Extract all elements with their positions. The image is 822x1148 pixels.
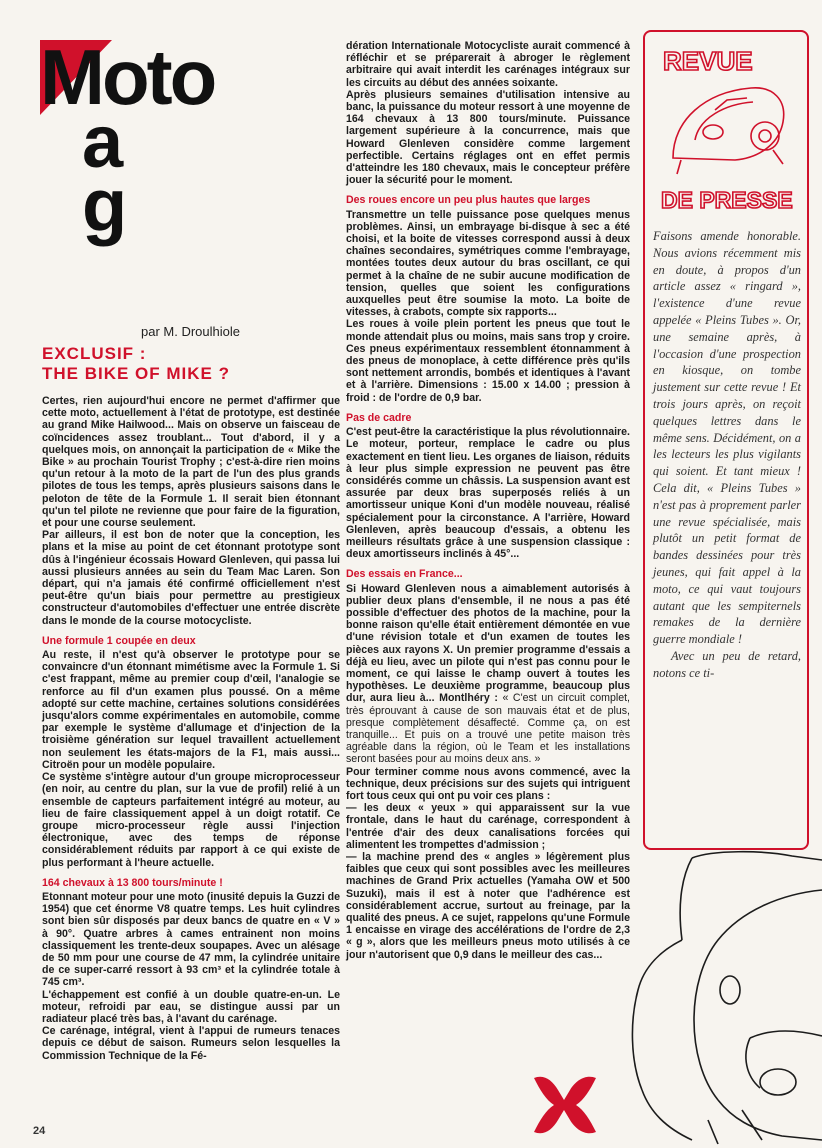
- logo-text-bottom: DE PRESSE: [661, 187, 793, 213]
- revue-de-presse-logo: [655, 40, 799, 218]
- fairing-front-view-drawing: [622, 850, 822, 1146]
- subheading: Pas de cadre: [346, 411, 412, 424]
- paragraph: Ce carénage, intégral, vient à l'appui de rumeurs tenaces depuis ce début de saison. Rumeurs selon lesquelles la Commission Technique de la Fé-: [42, 1025, 340, 1062]
- paragraph-text: Si Howard Glenleven nous a aimablement autorisés à publier deux plans d'ensemble, il ne nous a pas été possible d'effectuer des photos de la machine, pour la bonne raison qu'elle était entièrement démontée en vue d'une révision totale et d'un examen de toutes les pièces aux rayons X. Un premier programme d'essais a déjà eu lieu, avec un pilote qui n'est pas connu pour le moment, ce qui laisse le champ ouvert à toutes les hypothèses. Le deuxième programme, beaucoup plus dur, aura lieu à... Montlhéry :: [346, 582, 630, 705]
- paragraph: Ce système s'intègre autour d'un groupe microprocesseur (en noir, au centre du plan, sur la vue de profil) relié à un ensemble de capteurs parfaitement intégré au moteur, au lieu de faire classiquement appel à un doigt rotatif. Ce groupe micro-processeur règle aussi l'injection électronique, avec des temps de réponse considérablement réduits par rapport à ce qui existe de plus performant à l'heure actuelle.: [42, 771, 340, 869]
- paragraph: Pour terminer comme nous avons commencé, avec la technique, deux précisions sur des sujets qui intriguent fort tous ceux qui ont pu voir ces plans :: [346, 765, 630, 802]
- logo-text-top: REVUE: [663, 46, 753, 76]
- paragraph: Les roues à voile plein portent les pneus que tout le monde attendait plus ou moins, mais sans trop y croire. Ces pneus expérimentaux ressemblent étonnamment à des pneus de monoplace, à cette différence près qu'ils sont nettement arrondis, bombés et identiques à l'avant et à l'arrière. Dimensions : 15.00 x 14.00 ; pression à froid : de l'ordre de 0,9 bar.: [346, 318, 630, 404]
- title-letter-g: g: [82, 164, 128, 247]
- revue-text: [653, 228, 801, 682]
- subheading: Des roues encore un peu plus hautes que larges: [346, 194, 591, 207]
- quote: « C'est un circuit complet, très éprouvant à cause de son mauvais état et de plus, presque complètement désaffecté. Comme ça, on est tranquille... Et puis on a trouvé une petite maison très agréable dans la région, où le Team et les installations seront basées pour au moins deux ans. »: [346, 692, 630, 766]
- title-mag: [82, 100, 152, 247]
- red-end-mark-icon: [530, 1072, 610, 1138]
- title-block: [40, 40, 335, 340]
- paragraph: — les deux « yeux » qui apparaissent sur la vue frontale, dans le haut du carénage, correspondent à l'entrée d'air des deux canalisations forcées qui alimentent les trompettes d'admission ;: [346, 802, 630, 851]
- subheading: Une formule 1 coupée en deux: [42, 634, 196, 647]
- paragraph: Avec un peu de retard, notons ce ti-: [653, 648, 801, 680]
- paragraph: Par ailleurs, il est bon de noter que la conception, les plans et la mise au point de cet étonnant prototype sont dûs à l'ingénieur écossais Howard Glenleven, qui passa lui aussi plusieurs années au sein du Team Mac Laren. Son départ, qui n'a jamais été confirmé officiellement n'est peut-être qu'un biais pour permettre au prestigieux constructeur d'automobiles d'effectuer une entrée discrète dans le monde de la course motocycliste.: [42, 529, 340, 627]
- paragraph: Certes, rien aujourd'hui encore ne permet d'affirmer que cette moto, actuellement à l'état de prototype, est destinée au grand Mike Hailwood... Mais on observe un faisceau de coïncidences assez troublant... Tout d'abord, il y a quelques mois, on annonçait la participation de « Mike the Bike » au prochain Tourist Trophy ; c'est-à-dire rien moins qu'un retour à la moto de la part de l'un des plus grands pilotes de tous les temps, après plusieurs saisons dans le peloton de tête de la Formule 1. Il serait bien étonnant qu'un tel pilote ne revienne que pour faire de la figuration, et pour une course seulement.: [42, 395, 340, 530]
- paragraph: Transmettre un telle puissance pose quelques menus problèmes. Ainsi, un embrayage bi-disque à sec a été choisi, et la boite de vitesses correspond aussi à deux chaînes secondaires, symétriques comme l'embrayage, montées toutes deux autour du bras oscillant, ce qui permet à la chaîne de ne subir aucune modification de tension, quelles que soient les configurations auxquelles peut être soumise la moto. La boite de vitesses, à crabots, compte six rapports...: [346, 208, 630, 319]
- paragraph: — la machine prend des « angles » légèrement plus faibles que ceux qui sont possibles avec les meilleures machines de Grand Prix actuelles (Yamaha OW et 500 Suzuki), mais il est à noter que l'adhérence est considérablement accrue, surtout au freinage, par la qualité des pneus. A ce sujet, rappelons qu'une Formule 1 encaisse en virage des accélérations de l'ordre de 2,3 « g », alors que les meilleurs pneus moto utilisés à ce jour n'autorisent que 0,9 dans le meilleur des cas...: [346, 851, 630, 961]
- paragraph: dération Internationale Motocycliste aurait commencé à réfléchir et se préparerait à abroger le règlement arbitraire qui avait interdit les carénages intégraux sur les circuits au début des années soixante.: [346, 40, 630, 89]
- paragraph: Etonnant moteur pour une moto (inusité depuis la Guzzi de 1954) que cet énorme V8 quatre temps. Les huit cylindres sont bien sûr disposés par deux bancs de quatre en « V » à 90°. Quatre arbres à cames entrainent non moins classiquement les trente-deux soupapes. Avec un alésage de 50 mm pour une course de 47 mm, la cylindrée unitaire de ce super-carré ressort à 93 cm³ et la cylindrée totale à 745 cm³.: [42, 890, 340, 989]
- title-line1: Moto: [40, 40, 215, 115]
- headline-line2: THE BIKE OF MIKE ?: [42, 364, 230, 383]
- paragraph: Après plusieurs semaines d'utilisation intensive au banc, la puissance du moteur ressort à une moyenne de 164 chevaux à 13 800 tours/minute. Puissance largement supérieure à la concurrence, mais que Howard Glenleven considère comme largement perfectible. Certains réglages ont en effet permis d'atteindre les 180 chevaux, mais le concepteur préfère jouer la sécurité pour le moment.: [346, 88, 630, 187]
- motorcycle-sketch-icon: [673, 88, 784, 174]
- subheading: Des essais en France...: [346, 568, 463, 581]
- article-column-2: [346, 40, 630, 961]
- article-column-1: [42, 395, 340, 1062]
- byline: par M. Droulhiole: [141, 324, 240, 339]
- paragraph: Au reste, il n'est qu'à observer le prototype pour se convaincre d'un étonnant mimétisme avec la Formule 1. Si c'est frappant, même au premier coup d'œil, l'analogie se renforce au fil d'un examen plus poussé. On a même adopté sur cette machine, certaines solutions considérées jusqu'alors comme expérimentales en automobile, comme par exemple le système d'allumage et d'injection de la troisième génération sur lequel travaillent actuellement non seulement les états-majors de la F1, mais aussi... Citroën pour un modèle populaire.: [42, 649, 340, 771]
- page-number: 24: [33, 1125, 46, 1137]
- revue-de-presse-box: [643, 30, 809, 850]
- title-letter-a: a: [82, 100, 124, 183]
- subheading: 164 chevaux à 13 800 tours/minute !: [42, 876, 223, 889]
- paragraph: Faisons amende honorable. Nous avions récemment mis en doute, à propos d'un article assez « ringard », l'existence d'une revue appelée « Pleins Tubes ». Or, une semaine après, à l'occasion d'une prospection en kiosque, on tombe justement sur cette revue ! Et trois jours après, on reçoit quelques lettres dans le même sens. Décidément, on a les lecteurs les plus vigilants qui soient. Et tant mieux ! Cela dit, « Pleins Tubes » n'est pas à proprement parler une revue spécialisée, mais plutôt un petit format de bandes dessinées pour très jeunes, qui fait appel à la moto, ce qui vaut toujours autant que les sempiternels remakes de la dernière guerre mondiale !: [653, 229, 801, 647]
- headline-line1: EXCLUSIF :: [42, 344, 147, 363]
- headline: [42, 344, 342, 384]
- paragraph: [346, 583, 630, 766]
- paragraph: L'échappement est confié à un double quatre-en-un. Le moteur, refroidi par eau, se distingue aussi par un radiateur placé très bas, à l'avant du carénage.: [42, 988, 340, 1025]
- paragraph: C'est peut-être la caractéristique la plus révolutionnaire. Le moteur, porteur, remplace le cadre ou plus exactement en tient lieu. Les organes de liaison, réduits à leur plus simple expression ne peuvent pas être considérés comme un châssis. La suspension avant est assurée par deux bras superposés reliés à un amortisseur unique Koni d'un modèle nouveau, réalisé spécialement pour la circonstance. A l'arrière, Howard Glenleven, après beaucoup d'essais, a obtenu les meilleurs résultats grâce à une suspension classique : deux amortisseurs inclinés à 45°...: [346, 426, 630, 561]
